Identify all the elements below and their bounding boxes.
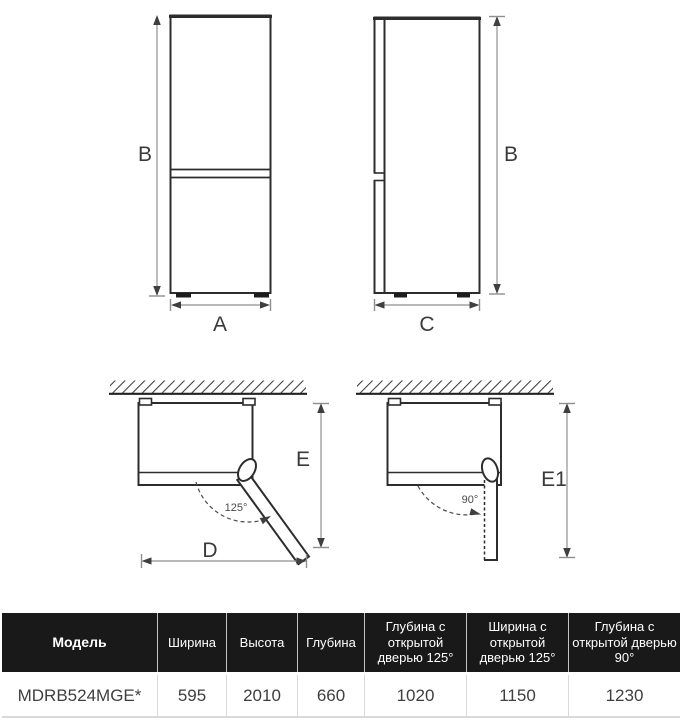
- side-depth-label: C: [419, 313, 435, 336]
- arrow-left-icon: [375, 301, 385, 308]
- cell-depth-open-125: 1020: [364, 675, 466, 716]
- front-view: [138, 15, 272, 336]
- header-depth-open-90: Глубина с открытой дверью 90°: [568, 613, 680, 672]
- arrow-up-icon: [317, 403, 325, 413]
- cell-model: MDRB524MGE*: [17, 685, 142, 705]
- arc-arrow-icon: [469, 508, 481, 515]
- cell-width: 595: [157, 675, 226, 716]
- wall-hatch: [357, 381, 553, 394]
- top-view-door-90: [356, 381, 575, 561]
- dimension-b-front: [138, 15, 165, 296]
- dimension-e: [296, 403, 329, 548]
- side-rear-foot: [457, 293, 470, 298]
- dimension-e1: [541, 403, 575, 558]
- arrow-down-icon: [317, 538, 325, 548]
- hinge-left: [389, 399, 401, 406]
- header-depth-open-125: Глубина с открытой дверью 125°: [364, 613, 466, 672]
- door-gap: [373, 174, 377, 181]
- arrow-up-icon: [493, 16, 501, 26]
- header-model: Модель: [52, 633, 107, 650]
- arrow-down-icon: [493, 284, 501, 294]
- header-depth: Глубина: [297, 613, 364, 672]
- arrow-left-icon: [142, 557, 152, 564]
- arrow-down-icon: [153, 286, 161, 296]
- angle-125-label: 125°: [224, 502, 248, 514]
- spec-table: [2, 613, 680, 718]
- front-width-label: A: [212, 313, 228, 336]
- cell-width-open-125: 1150: [466, 675, 568, 716]
- header-width: Ширина: [157, 613, 226, 672]
- side-front-foot: [394, 293, 407, 298]
- hinge-right: [489, 399, 501, 406]
- top-view-door-125: [109, 381, 329, 569]
- dimension-b-side: [489, 16, 518, 294]
- fridge-side-body: [375, 18, 480, 294]
- depth-open-125-label: E: [295, 448, 311, 471]
- arrow-up-icon: [153, 15, 161, 25]
- arrow-right-icon: [260, 301, 270, 308]
- fridge-front-body: [171, 16, 271, 294]
- header-height: Высота: [226, 613, 297, 672]
- open-door-125: [237, 472, 309, 564]
- dimension-a-front: [171, 299, 271, 336]
- hinge-left: [140, 399, 152, 406]
- front-height-label: B: [137, 143, 153, 166]
- depth-open-90-label: E1: [541, 468, 567, 491]
- dimension-d: [142, 539, 307, 568]
- arrow-down-icon: [563, 548, 571, 558]
- arrow-right-icon: [470, 301, 480, 308]
- front-right-foot: [254, 293, 269, 298]
- open-door-90: [484, 477, 498, 560]
- cell-depth-open-90: 1230: [568, 675, 680, 716]
- front-left-foot: [176, 293, 191, 298]
- arrow-up-icon: [563, 403, 571, 413]
- hinge-right: [243, 399, 255, 406]
- side-height-label: B: [503, 143, 519, 166]
- dimension-c-side: [375, 299, 480, 336]
- header-width-open-125: Ширина с открытой дверью 125°: [466, 613, 568, 672]
- angle-90-label: 90°: [461, 494, 479, 506]
- width-open-125-label: D: [202, 539, 218, 562]
- spec-table-header-row: [2, 613, 680, 672]
- spec-table-data-row: [2, 675, 680, 718]
- cell-height: 2010: [226, 675, 297, 716]
- arrow-left-icon: [171, 301, 181, 308]
- cell-depth: 660: [297, 675, 364, 716]
- wall-hatch: [110, 381, 306, 394]
- side-view: [373, 16, 519, 336]
